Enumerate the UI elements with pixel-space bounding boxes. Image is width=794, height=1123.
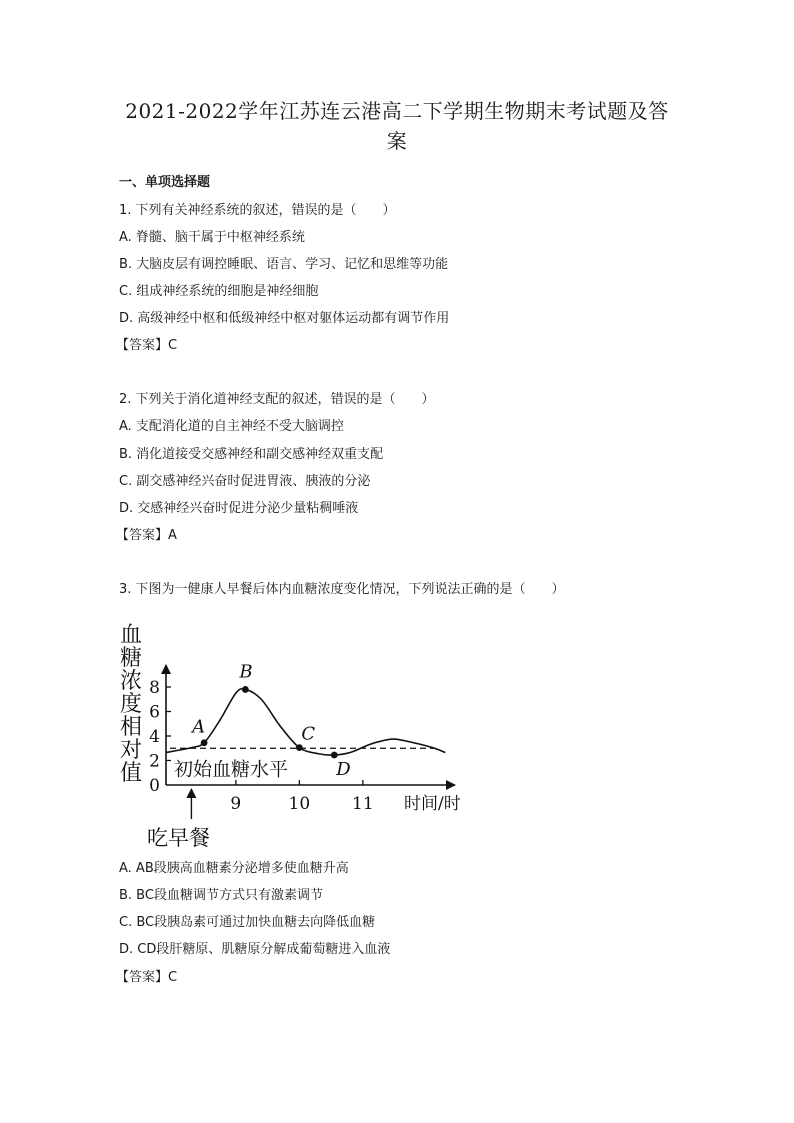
question-3-option-c: C. BC段胰岛素可通过加快血糖去向降低血糖 — [119, 915, 376, 930]
x-tick-label: 10 — [288, 794, 311, 814]
y-axis-label-char: 血 — [120, 623, 143, 648]
question-1-option-d: D. 高级神经中枢和低级神经中枢对躯体运动都有调节作用 — [119, 311, 450, 326]
data-point-label-a: A — [192, 716, 206, 738]
blood-glucose-chart — [116, 618, 476, 848]
question-2-option-c: C. 副交感神经兴奋时促进胃液、胰液的分泌 — [119, 474, 371, 489]
question-1-option-a: A. 脊髓、脑干属于中枢神经系统 — [119, 230, 305, 245]
breakfast-label: 吃早餐 — [147, 826, 210, 848]
question-3-option-b: B. BC段血糖调节方式只有激素调节 — [119, 888, 323, 903]
baseline-label: 初始血糖水平 — [174, 758, 289, 781]
y-axis-label — [120, 623, 142, 786]
question-2-option-d: D. 交感神经兴奋时促进分泌少量粘稠唾液 — [119, 501, 359, 516]
question-1-answer: 【答案】C — [116, 338, 178, 353]
data-point-d — [331, 752, 338, 759]
question-1-option-b: B. 大脑皮层有调控睡眠、语言、学习、记忆和思维等功能 — [119, 257, 449, 272]
section-heading: 一、单项选择题 — [119, 175, 211, 190]
question-2-option-b: B. 消化道接受交感神经和副交感神经双重支配 — [119, 447, 384, 462]
question-3-stem: 3. 下图为一健康人早餐后体内血糖浓度变化情况，下列说法正确的是（ ） — [119, 582, 565, 597]
x-axis-label: 时间/时 — [404, 794, 461, 814]
y-tick-label: 6 — [149, 702, 160, 723]
x-tick-label: 9 — [230, 794, 242, 814]
y-tick-label: 2 — [149, 751, 160, 772]
data-point-label-d: D — [336, 758, 351, 780]
question-3-answer: 【答案】C — [116, 970, 178, 985]
y-axis-label-char: 糖 — [120, 646, 143, 671]
question-3-option-d: D. CD段肝糖原、肌糖原分解成葡萄糖进入血液 — [119, 942, 391, 957]
question-1-stem: 1. 下列有关神经系统的叙述，错误的是（ ） — [119, 203, 396, 218]
question-2-option-a: A. 支配消化道的自主神经不受大脑调控 — [119, 419, 344, 434]
x-tick-label: 11 — [352, 794, 374, 814]
data-point-b — [242, 686, 249, 693]
y-axis-label-char: 对 — [120, 738, 143, 763]
y-ticks — [149, 678, 171, 796]
data-point-a — [201, 739, 208, 746]
y-tick-label: 4 — [149, 727, 160, 747]
data-point-label-c: C — [301, 723, 316, 745]
question-3-option-a: A. AB段胰高血糖素分泌增多使血糖升高 — [119, 861, 349, 876]
y-tick-label: 0 — [149, 776, 160, 796]
question-1-option-c: C. 组成神经系统的细胞是神经细胞 — [119, 284, 319, 299]
series-line-blood-glucose — [166, 689, 445, 755]
title-line-1: 2021-2022学年江苏连云港高二下学期生物期末考试题及答 — [125, 99, 669, 123]
document-title — [100, 96, 694, 156]
y-axis-label-char: 度 — [120, 692, 143, 717]
data-point-label-b: B — [239, 661, 253, 683]
question-2-answer: 【答案】A — [116, 528, 177, 543]
y-axis-label-char: 浓 — [120, 669, 143, 694]
y-axis-label-char: 值 — [120, 761, 143, 786]
data-point-c — [296, 744, 303, 751]
title-line-2: 案 — [386, 129, 408, 153]
y-axis-label-char: 相 — [120, 715, 143, 740]
question-2-stem: 2. 下列关于消化道神经支配的叙述，错误的是（ ） — [119, 392, 435, 407]
y-tick-label: 8 — [149, 678, 160, 698]
